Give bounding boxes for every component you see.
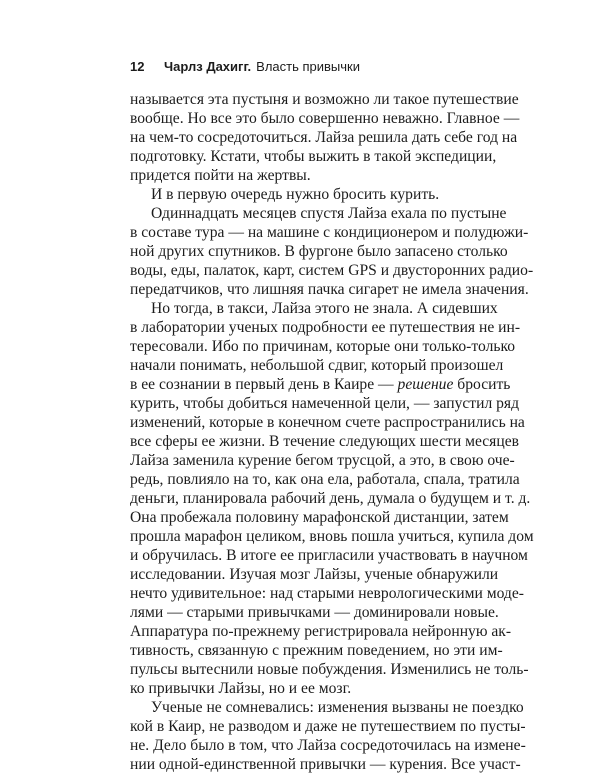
text-line: воды, еды, палаток, карт, систем GPS и двусторонних радио- (130, 262, 534, 279)
body-text (130, 90, 534, 774)
text-line: Она пробежала половину марафонской дистанции, затем (130, 509, 509, 526)
text-line: прошла марафон целиком, вновь пошла учиться, купила дом (130, 528, 534, 545)
text-line: ко привычки Лайзы, но и ее мозг. (130, 680, 352, 697)
running-header (130, 57, 490, 77)
page-number: 12 (130, 59, 145, 74)
text-line: Ученые не сомневались: изменения вызваны не поездко (151, 699, 524, 716)
text-line: И в первую очередь нужно бросить курить. (151, 186, 440, 203)
text-line: редь, повлияло на то, как она ела, работала, спала, тратила (130, 471, 520, 488)
text-line: все сферы ее жизни. В течение следующих шести месяцев (130, 433, 519, 450)
text-line: на чем-то сосредоточиться. Лайза решила дать себе год на (130, 129, 518, 146)
text-line: в ее сознании в первый день в Каире — решение бросить (130, 376, 511, 393)
text-line: кой в Каир, не разводом и даже не путешествием по пусты- (130, 718, 526, 735)
text-line: пульсы вытеснили новые побуждения. Изменились не толь- (130, 661, 529, 678)
text-line: и обручилась. В итоге ее пригласили участвовать в научном (130, 547, 528, 564)
text-line: начали понимать, небольшой сдвиг, который произошел (130, 357, 504, 374)
text-line: придется пойти на жертвы. (130, 167, 311, 184)
text-line: Но тогда, в такси, Лайза этого не знала. А сидевших (151, 300, 498, 317)
text-line: Лайза заменила курение бегом трусцой, а это, в свою оче- (130, 452, 515, 469)
text-line: вообще. Но все это было совершенно неважно. Главное — (130, 110, 520, 127)
text-line: изменений, которые в конечном счете распространились на (130, 414, 525, 431)
header-author: Чарлз Дахигг. (164, 59, 252, 74)
text-line: передатчиков, что лишняя пачка сигарет не имела значения. (130, 281, 529, 298)
text-line: Аппаратура по-прежнему регистрировала нейронную ак- (130, 623, 512, 640)
text-line: Одиннадцать месяцев спустя Лайза ехала по пустыне (151, 205, 507, 222)
text-line: в лаборатории ученых подробности ее путешествия не ин- (130, 319, 521, 336)
text-line: курить, чтобы добиться намеченной цели, — запустил ряд (130, 395, 520, 412)
text-line: тересовали. Ибо по причинам, которые они только-только (130, 338, 516, 355)
text-line: деньги, планировала рабочий день, думала о будущем и т. д. (130, 490, 531, 507)
text-line: нечто удивительное: над старыми неврологическими моде- (130, 585, 524, 602)
header-book-title: Власть привычки (256, 59, 361, 74)
text-line: ной других спутников. В фургоне было запасено столько (130, 243, 508, 260)
text-line: называется эта пустыня и возможно ли такое путешествие (130, 91, 519, 108)
text-line: лями — старыми привычками — доминировали новые. (130, 604, 499, 621)
text-line: нии одной-единственной привычки — курения. Все участ- (130, 756, 521, 773)
text-line: не. Дело было в том, что Лайза сосредоточилась на измене- (130, 737, 526, 754)
text-line: подготовку. Кстати, чтобы выжить в такой экспедиции, (130, 148, 497, 165)
text-line: в составе тура — на машине с кондиционером и полудюжи- (130, 224, 529, 241)
text-line: исследовании. Изучая мозг Лайзы, ученые обнаружили (130, 566, 499, 583)
text-line: тивность, связанную с прежним поведением, но эти им- (130, 642, 503, 659)
